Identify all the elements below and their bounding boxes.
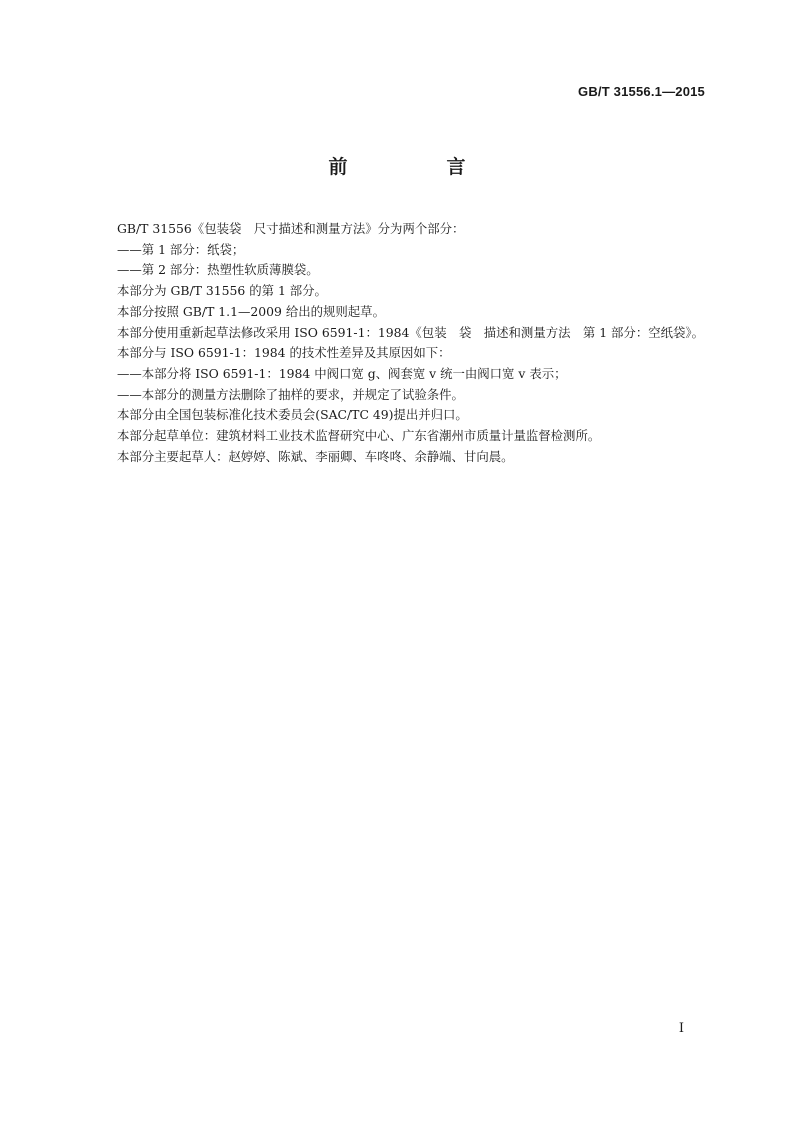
paragraph: 本部分为 GB/T 31556 的第 1 部分。 <box>117 283 327 299</box>
list-item: ——本部分的测量方法删除了抽样的要求，并规定了试验条件。 <box>117 386 464 402</box>
list-item: ——本部分将 ISO 6591-1：1984 中阀口宽 g、阀套宽 v 统一由阀口宽 v 表示； <box>117 365 567 381</box>
list-item: ——第 2 部分：热塑性软质薄膜袋。 <box>117 262 319 278</box>
paragraph: 本部分按照 GB/T 1.1—2009 给出的规则起草。 <box>117 303 385 319</box>
paragraph: 本部分主要起草人：赵婷婷、陈斌、李丽卿、车咚咚、余静端、甘向晨。 <box>117 448 514 464</box>
list-item: ——第 1 部分：纸袋； <box>117 241 245 257</box>
page-number: I <box>678 1021 684 1036</box>
page-title: 前 言 <box>328 156 506 178</box>
foreword-body <box>90 219 704 467</box>
paragraph: 本部分起草单位：建筑材料工业技术监督研究中心、广东省潮州市质量计量监督检测所。 <box>117 428 601 444</box>
paragraph: 本部分与 ISO 6591-1：1984 的技术性差异及其原因如下： <box>117 345 451 361</box>
paragraph: GB/T 31556《包装袋 尺寸描述和测量方法》分为两个部分： <box>117 221 465 236</box>
paragraph: 本部分由全国包装标准化技术委员会(SAC/TC 49)提出并归口。 <box>117 407 468 423</box>
paragraph: 本部分使用重新起草法修改采用 ISO 6591-1：1984《包装 袋 描述和测量方法 第 1 部分：空纸袋》。 <box>117 324 704 340</box>
standard-code: GB/T 31556.1—2015 <box>578 84 705 99</box>
